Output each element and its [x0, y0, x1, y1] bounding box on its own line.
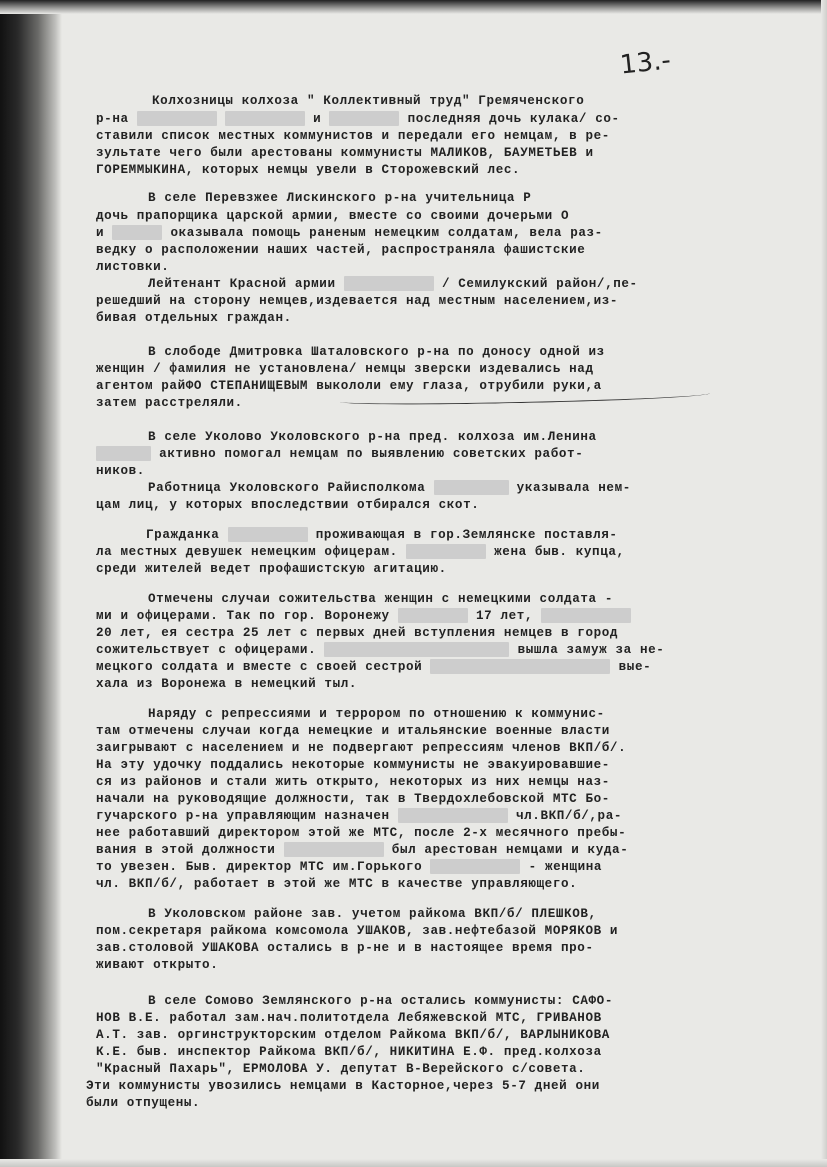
text-segment: "Красный Пахарь", ЕРМОЛОВА У. депутат В-Верейского с/совета. [96, 1062, 586, 1076]
page-number: 13.- [618, 45, 673, 81]
redaction-block [541, 608, 631, 623]
redaction-block [406, 544, 486, 559]
text-line [96, 293, 618, 310]
text-line [96, 676, 357, 693]
text-segment: начали на руководящие должности, так в Твердохлебовской МТС Бо- [96, 792, 610, 806]
text-segment: Гражданка [146, 528, 228, 542]
text-line [96, 625, 618, 642]
text-segment: ла местных девушек немецким офицерам. [96, 545, 406, 559]
text-line [146, 527, 618, 544]
text-line [96, 723, 610, 740]
text-segment: Наряду с репрессиями и террором по отношению к коммунис- [148, 707, 605, 721]
text-segment: последняя дочь кулака/ со- [399, 112, 620, 126]
text-segment: среди жителей ведет профашистскую агитацию. [96, 562, 447, 576]
text-segment: На эту удочку поддались некоторые коммунисты не эвакуировавшие- [96, 758, 610, 772]
text-line [86, 1095, 200, 1112]
text-segment: ми и офицерами. Так по гор. Воронежу [96, 609, 398, 623]
text-line [96, 859, 602, 876]
text-segment: ведку о расположении наших частей, распространяла фашистские [96, 243, 586, 257]
text-segment: сожительствует с офицерами. [96, 643, 325, 657]
redaction-block [96, 446, 151, 461]
text-line [96, 1010, 602, 1027]
text-segment: ся из районов и стали жить открыто, некоторых из них немцы наз- [96, 775, 610, 789]
text-line [96, 808, 622, 825]
text-segment: активно помогал немцам по выявлению советских работ- [151, 447, 584, 461]
text-segment: живают открыто. [96, 958, 219, 972]
text-line [96, 791, 610, 808]
text-segment: хала из Воронежа в немецкий тыл. [96, 677, 358, 691]
text-line [96, 1061, 585, 1078]
scan-right-edge [821, 0, 827, 1167]
text-segment: р-на [96, 112, 137, 126]
text-line [148, 429, 597, 446]
text-segment: то увезен. Быв. директор МТС им.Горького [96, 860, 431, 874]
text-line [96, 111, 620, 128]
text-line [96, 740, 626, 757]
redaction-block [398, 608, 468, 623]
text-segment: чл. ВКП/б/, работает в этой же МТС в качестве управляющего. [96, 877, 578, 891]
text-segment: указывала нем- [508, 481, 631, 495]
text-line [96, 825, 626, 842]
redaction-block [324, 642, 509, 657]
text-segment: бивая отдельных граждан. [96, 311, 292, 325]
redaction-block [284, 842, 384, 857]
text-line [96, 774, 610, 791]
text-line [148, 344, 605, 361]
text-segment: Колхозницы колхоза " Коллективный труд" Гремяченского [152, 94, 585, 108]
text-segment: В селе Уколово Уколовского р-на пред. колхоза им.Ленина [148, 430, 597, 444]
redaction-block [137, 111, 217, 126]
text-segment: нее работавший директором этой же МТС, после 2-х месячного пребы- [96, 826, 627, 840]
text-segment: затем расстреляли. [96, 396, 243, 410]
text-line [96, 940, 594, 957]
text-segment: вания в этой должности [96, 843, 284, 857]
text-line [96, 1044, 602, 1061]
redaction-block [398, 808, 508, 823]
text-segment: чл.ВКП/б/,ра- [507, 809, 623, 823]
text-segment: В селе Сомово Землянского р-на остались коммунисты: САФО- [148, 994, 613, 1008]
text-segment: дочь прапорщика царской армии, вместе со своими дочерьми О [96, 209, 570, 223]
text-line [96, 225, 603, 242]
text-segment: вышла замуж за не- [509, 643, 665, 657]
redaction-block [228, 527, 308, 542]
text-line [96, 162, 520, 179]
text-segment: зультате чего были арестованы коммунисты МАЛИКОВ, БАУМЕТЬЕВ и [96, 146, 594, 160]
redaction-block [434, 480, 509, 495]
text-line [96, 446, 583, 463]
text-segment: и [96, 226, 113, 240]
scan-binding-shadow [0, 0, 62, 1167]
redaction-block [430, 859, 520, 874]
scan-top-shadow [0, 0, 827, 14]
text-segment: проживающая в гор.Землянске поставля- [307, 528, 618, 542]
text-segment: А.Т. зав. оргинструкторским отделом Райкома ВКП/б/, ВАРЛЫНИКОВА [96, 1028, 610, 1042]
text-line [96, 463, 145, 480]
text-segment: гучарского р-на управляющим назначен [96, 809, 398, 823]
text-segment: были отпущены. [86, 1096, 201, 1110]
text-line [148, 480, 631, 497]
text-segment: был арестован немцами и куда- [383, 843, 629, 857]
scan-bottom-edge [0, 1159, 827, 1167]
text-segment: К.Е. быв. инспектор Райкома ВКП/б/, НИКИТИНА Е.Ф. пред.колхоза [96, 1045, 602, 1059]
text-segment: заигрывают с населением и не подвергают репрессиям членов ВКП/б/. [96, 741, 627, 755]
text-line [96, 242, 585, 259]
redaction-block [329, 111, 399, 126]
text-line [96, 642, 664, 659]
text-line [96, 923, 618, 940]
text-line [148, 906, 597, 923]
text-segment: зав.столовой УШАКОВА остались в р-не и в настоящее время про- [96, 941, 594, 955]
text-segment: решедший на сторону немцев,издевается над местным населением,из- [96, 294, 619, 308]
text-segment [217, 111, 225, 128]
text-line [148, 706, 605, 723]
text-segment: / Семилукский район/,пе- [433, 277, 638, 291]
text-segment: Отмечены случаи сожительства женщин с немецкими солдата - [148, 592, 613, 606]
redaction-block [344, 276, 434, 291]
redaction-block [112, 225, 162, 240]
text-segment: вые- [610, 660, 652, 674]
text-line [148, 591, 613, 608]
redaction-block [430, 659, 610, 674]
text-line [148, 993, 613, 1010]
text-line [96, 145, 594, 162]
text-line [86, 1078, 600, 1095]
text-line [96, 659, 651, 676]
text-segment: Работница Уколовского Райисполкома [148, 481, 434, 495]
text-segment: - женщина [520, 860, 603, 874]
text-line [96, 497, 479, 514]
text-line [96, 128, 610, 145]
text-segment: ГОРЕММЫКИНА, которых немцы увели в Сторожевский лес. [96, 163, 521, 177]
text-line [96, 842, 628, 859]
text-line [96, 361, 594, 378]
text-segment: и [304, 112, 330, 126]
text-segment: женщин / фамилия не установлена/ немцы зверски издевались над [96, 362, 594, 376]
text-segment: В слободе Дмитровка Шаталовского р-на по доносу одной из [148, 345, 605, 359]
text-segment: оказывала помощь раненым немецким солдатам, вела раз- [162, 226, 603, 240]
text-line [96, 608, 631, 625]
text-segment: 17 лет, [467, 609, 542, 623]
text-segment: Лейтенант Красной армии [148, 277, 344, 291]
text-segment: В селе Перевзжее Лискинского р-на учительница Р [148, 191, 532, 205]
text-line [96, 208, 569, 225]
redaction-block [225, 111, 305, 126]
text-line [96, 876, 577, 893]
text-segment: жена быв. купца, [485, 545, 625, 559]
text-line [96, 1027, 610, 1044]
text-segment: 20 лет, ея сестра 25 лет с первых дней вступления немцев в город [96, 626, 619, 640]
text-line [96, 544, 625, 561]
text-line [96, 957, 218, 974]
text-line [96, 259, 169, 276]
text-line [96, 310, 292, 327]
text-segment: пом.секретаря райкома комсомола УШАКОВ, зав.нефтебазой МОРЯКОВ и [96, 924, 619, 938]
text-segment: цам лиц, у которых впоследствии отбирался скот. [96, 498, 480, 512]
text-line [152, 93, 584, 110]
text-segment: Эти коммунисты увозились немцами в Касторное,через 5-7 дней они [86, 1079, 600, 1093]
text-segment: мецкого солдата и вместе с своей сестрой [96, 660, 431, 674]
text-segment: ставили список местных коммунистов и передали его немцам, в ре- [96, 129, 610, 143]
text-segment: листовки. [96, 260, 170, 274]
text-segment: ников. [96, 464, 145, 478]
text-line [96, 395, 243, 412]
text-segment: В Уколовском районе зав. учетом райкома ВКП/б/ ПЛЕШКОВ, [148, 907, 597, 921]
text-line [148, 190, 531, 207]
text-line [148, 276, 638, 293]
text-segment: агентом райФО СТЕПАНИЩЕВЫМ выкололи ему глаза, отрубили руки,а [96, 379, 602, 393]
text-segment: НОВ В.Е. работал зам.нач.политотдела Лебяжевской МТС, ГРИВАНОВ [96, 1011, 602, 1025]
text-segment: там отмечены случаи когда немецкие и итальянские военные власти [96, 724, 610, 738]
text-line [96, 757, 610, 774]
text-line [96, 561, 447, 578]
